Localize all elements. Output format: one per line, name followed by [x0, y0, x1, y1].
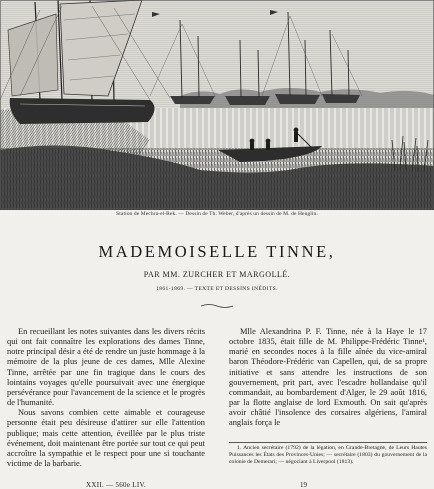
text-column-left [7, 327, 205, 469]
footnotes [229, 442, 427, 466]
engraving-illustration [0, 0, 434, 210]
paragraph: Nous savons combien cette aimable et courageuse personne était peu désireuse d'attirer sur elle l'attention publique; mais cette attention, éveillée par le plus triste événement, doit maintenant être portée sur tout ce qui peut accroître la sympathie et le respect pour une si touchante victime de la barbarie. [7, 408, 205, 469]
article-authors: PAR MM. ZURCHER ET MARGOLLÉ. [143, 270, 291, 279]
article-title: MADEMOISELLE TINNE, [98, 242, 336, 261]
illustration-caption: Station de Mechra-el-Rek. — Dessin de Th. Weber, d'après un dessin de M. de Heuglin. [116, 211, 318, 217]
paragraph: Mlle Alexandrina P. F. Tinne, née à la Haye le 17 octobre 1835, était fille de M. Philippe-Frédéric Tinne¹, marié en secondes noces à la fille aînée du vice-amiral baron Théodore-Frédéric van Capellen, qui, de sa propre initiative et sans attendre les instructions de son gouvernement, prit part, avec l'escadre hollandaise qu'il commandait, au bombardement d'Alger, le 29 août 1816, par la flotte anglaise de lord Exmouth. On sait qu'après avoir châtié l'insolence des corsaires algériens, l'amiral anglais força le [229, 327, 427, 428]
paragraph: En recueillant les notes suivantes dans les divers récits qui ont fait connaître les explorations des dames Tinne, notre principal désir a été de rendre un juste hommage à la mémoire de la plus jeune de ces dames, Mlle Alexine Tinne, arrêtée par une fin tragique dans le cours des lointains voyages qu'elle poursuivait avec une énergique persévérance pour l'avancement de la science et le progrès de l'humanité. [7, 327, 205, 408]
page-number: 19 [300, 481, 307, 489]
ornamental-divider [200, 303, 234, 309]
issue-number: XXII. — 560e LIV. [86, 481, 146, 489]
article-subtitle: 1861-1869. — TEXTE ET DESSINS INÉDITS. [156, 286, 278, 292]
text-column-right [229, 327, 427, 429]
footnote: 1. Ancien secrétaire (1792) de la légation, en Grande-Bretagne, de Leurs Hautes Puissances les États des Provinces-Unies; — secrétaire (1803) du gouvernement de la colonie de Demerari; — négociant à Liverpool (1813). [229, 445, 427, 465]
